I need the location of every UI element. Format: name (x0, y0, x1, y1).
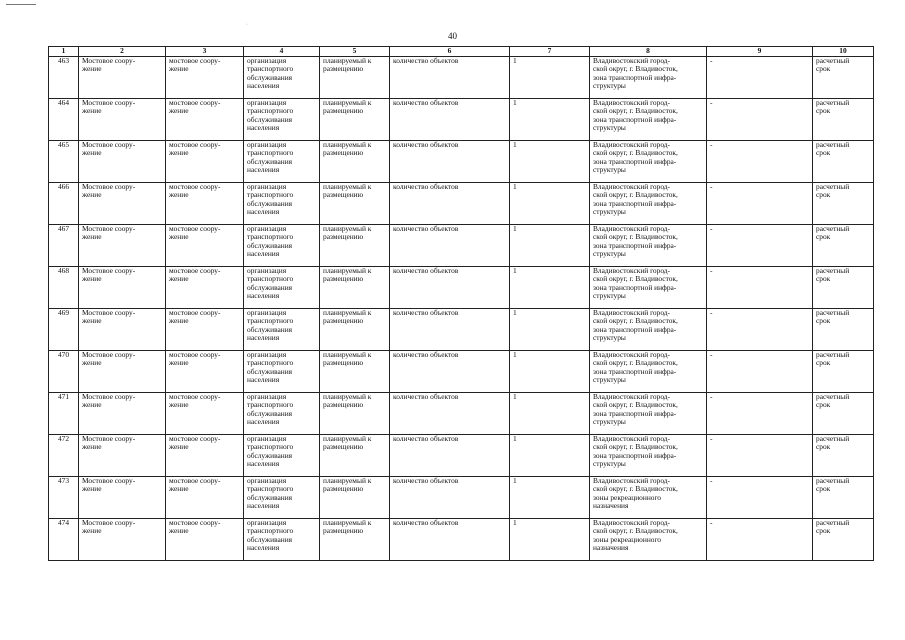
col-header-5: 5 (320, 47, 390, 57)
row-number: 463 (49, 57, 79, 99)
col-header-4: 4 (244, 47, 320, 57)
object-kind: мостовое соору- жение (166, 435, 244, 477)
object-kind: мостовое соору- жение (166, 309, 244, 351)
object-status: планируемый к размещению (320, 477, 390, 519)
row-number: 467 (49, 225, 79, 267)
object-status: планируемый к размещению (320, 267, 390, 309)
object-name: Мостовое соору- жение (79, 267, 166, 309)
object-metric: количество объектов (390, 351, 510, 393)
object-metric: количество объектов (390, 57, 510, 99)
object-zone: - (707, 141, 813, 183)
object-metric: количество объектов (390, 435, 510, 477)
table-row (49, 351, 874, 393)
object-quantity: 1 (510, 309, 590, 351)
object-purpose: организация транспортного обслуживания населения (244, 477, 320, 519)
object-zone: - (707, 57, 813, 99)
object-location: Владивостокский город- ской округ, г. Владивосток, зона транспортной инфра- структуры (590, 393, 707, 435)
object-kind: мостовое соору- жение (166, 57, 244, 99)
object-status: планируемый к размещению (320, 141, 390, 183)
row-number: 465 (49, 141, 79, 183)
table-row (49, 435, 874, 477)
object-quantity: 1 (510, 267, 590, 309)
table-row (49, 183, 874, 225)
row-number: 469 (49, 309, 79, 351)
object-purpose: организация транспортного обслуживания населения (244, 309, 320, 351)
object-name: Мостовое соору- жение (79, 351, 166, 393)
corner-scan-mark (6, 4, 36, 5)
object-metric: количество объектов (390, 393, 510, 435)
object-zone: - (707, 225, 813, 267)
object-quantity: 1 (510, 225, 590, 267)
object-zone: - (707, 351, 813, 393)
row-number: 474 (49, 519, 79, 561)
row-number: 466 (49, 183, 79, 225)
object-metric: количество объектов (390, 99, 510, 141)
table-row (49, 57, 874, 99)
object-name: Мостовое соору- жение (79, 141, 166, 183)
object-name: Мостовое соору- жение (79, 477, 166, 519)
object-location: Владивостокский город- ской округ, г. Владивосток, зона транспортной инфра- структуры (590, 267, 707, 309)
object-kind: мостовое соору- жение (166, 183, 244, 225)
object-name: Мостовое соору- жение (79, 393, 166, 435)
table-row (49, 225, 874, 267)
object-location: Владивостокский город- ской округ, г. Владивосток, зона транспортной инфра- структуры (590, 57, 707, 99)
object-status: планируемый к размещению (320, 225, 390, 267)
object-zone: - (707, 477, 813, 519)
objects-register-table (48, 46, 874, 561)
object-metric: количество объектов (390, 309, 510, 351)
row-number: 473 (49, 477, 79, 519)
object-zone: - (707, 309, 813, 351)
object-location: Владивостокский город- ской округ, г. Владивосток, зоны рекреационного назначения (590, 477, 707, 519)
object-kind: мостовое соору- жение (166, 141, 244, 183)
col-header-8: 8 (590, 47, 707, 57)
object-kind: мостовое соору- жение (166, 99, 244, 141)
object-metric: количество объектов (390, 141, 510, 183)
object-term: расчетный срок (813, 477, 874, 519)
object-purpose: организация транспортного обслуживания населения (244, 519, 320, 561)
col-header-7: 7 (510, 47, 590, 57)
object-purpose: организация транспортного обслуживания населения (244, 393, 320, 435)
page-number: 40 (448, 31, 457, 41)
object-location: Владивостокский город- ской округ, г. Владивосток, зона транспортной инфра- структуры (590, 309, 707, 351)
col-header-10: 10 (813, 47, 874, 57)
object-purpose: организация транспортного обслуживания населения (244, 267, 320, 309)
object-purpose: организация транспортного обслуживания населения (244, 99, 320, 141)
object-location: Владивостокский город- ской округ, г. Владивосток, зона транспортной инфра- структуры (590, 225, 707, 267)
table-row (49, 267, 874, 309)
object-purpose: организация транспортного обслуживания населения (244, 141, 320, 183)
col-header-3: 3 (166, 47, 244, 57)
object-name: Мостовое соору- жение (79, 183, 166, 225)
object-quantity: 1 (510, 99, 590, 141)
object-term: расчетный срок (813, 183, 874, 225)
object-zone: - (707, 99, 813, 141)
object-purpose: организация транспортного обслуживания населения (244, 225, 320, 267)
object-name: Мостовое соору- жение (79, 309, 166, 351)
object-term: расчетный срок (813, 141, 874, 183)
object-status: планируемый к размещению (320, 309, 390, 351)
object-status: планируемый к размещению (320, 183, 390, 225)
object-zone: - (707, 393, 813, 435)
object-purpose: организация транспортного обслуживания населения (244, 183, 320, 225)
col-header-2: 2 (79, 47, 166, 57)
object-status: планируемый к размещению (320, 351, 390, 393)
object-status: планируемый к размещению (320, 99, 390, 141)
object-term: расчетный срок (813, 393, 874, 435)
object-location: Владивостокский город- ской округ, г. Владивосток, зона транспортной инфра- структуры (590, 435, 707, 477)
object-quantity: 1 (510, 393, 590, 435)
object-name: Мостовое соору- жение (79, 435, 166, 477)
object-metric: количество объектов (390, 225, 510, 267)
object-term: расчетный срок (813, 225, 874, 267)
object-purpose: организация транспортного обслуживания населения (244, 57, 320, 99)
scan-dot-mark: · (246, 22, 248, 28)
object-zone: - (707, 183, 813, 225)
table-row (49, 141, 874, 183)
object-name: Мостовое соору- жение (79, 99, 166, 141)
table-row (49, 309, 874, 351)
object-kind: мостовое соору- жение (166, 393, 244, 435)
row-number: 468 (49, 267, 79, 309)
object-purpose: организация транспортного обслуживания населения (244, 351, 320, 393)
object-status: планируемый к размещению (320, 393, 390, 435)
object-zone: - (707, 435, 813, 477)
object-kind: мостовое соору- жение (166, 519, 244, 561)
object-name: Мостовое соору- жение (79, 57, 166, 99)
col-header-1: 1 (49, 47, 79, 57)
object-status: планируемый к размещению (320, 519, 390, 561)
object-metric: количество объектов (390, 183, 510, 225)
object-quantity: 1 (510, 141, 590, 183)
object-kind: мостовое соору- жение (166, 477, 244, 519)
table-row (49, 477, 874, 519)
object-location: Владивостокский город- ской округ, г. Владивосток, зона транспортной инфра- структуры (590, 99, 707, 141)
object-term: расчетный срок (813, 351, 874, 393)
object-term: расчетный срок (813, 57, 874, 99)
object-zone: - (707, 519, 813, 561)
object-quantity: 1 (510, 477, 590, 519)
object-kind: мостовое соору- жение (166, 351, 244, 393)
object-term: расчетный срок (813, 435, 874, 477)
object-quantity: 1 (510, 435, 590, 477)
object-quantity: 1 (510, 519, 590, 561)
object-location: Владивостокский город- ской округ, г. Владивосток, зона транспортной инфра- структуры (590, 141, 707, 183)
object-metric: количество объектов (390, 267, 510, 309)
object-metric: количество объектов (390, 477, 510, 519)
object-zone: - (707, 267, 813, 309)
object-quantity: 1 (510, 183, 590, 225)
col-header-9: 9 (707, 47, 813, 57)
table-row (49, 99, 874, 141)
object-name: Мостовое соору- жение (79, 225, 166, 267)
object-location: Владивостокский город- ской округ, г. Владивосток, зоны рекреационного назначения (590, 519, 707, 561)
object-status: планируемый к размещению (320, 57, 390, 99)
object-purpose: организация транспортного обслуживания населения (244, 435, 320, 477)
table-row (49, 393, 874, 435)
object-name: Мостовое соору- жение (79, 519, 166, 561)
object-term: расчетный срок (813, 99, 874, 141)
object-kind: мостовое соору- жение (166, 267, 244, 309)
object-location: Владивостокский город- ской округ, г. Владивосток, зона транспортной инфра- структуры (590, 183, 707, 225)
object-location: Владивостокский город- ской округ, г. Владивосток, зона транспортной инфра- структуры (590, 351, 707, 393)
object-quantity: 1 (510, 57, 590, 99)
object-status: планируемый к размещению (320, 435, 390, 477)
object-metric: количество объектов (390, 519, 510, 561)
row-number: 472 (49, 435, 79, 477)
row-number: 470 (49, 351, 79, 393)
object-quantity: 1 (510, 351, 590, 393)
col-header-6: 6 (390, 47, 510, 57)
header-row (49, 47, 874, 57)
row-number: 471 (49, 393, 79, 435)
object-term: расчетный срок (813, 309, 874, 351)
object-term: расчетный срок (813, 519, 874, 561)
object-kind: мостовое соору- жение (166, 225, 244, 267)
object-term: расчетный срок (813, 267, 874, 309)
table-row (49, 519, 874, 561)
row-number: 464 (49, 99, 79, 141)
